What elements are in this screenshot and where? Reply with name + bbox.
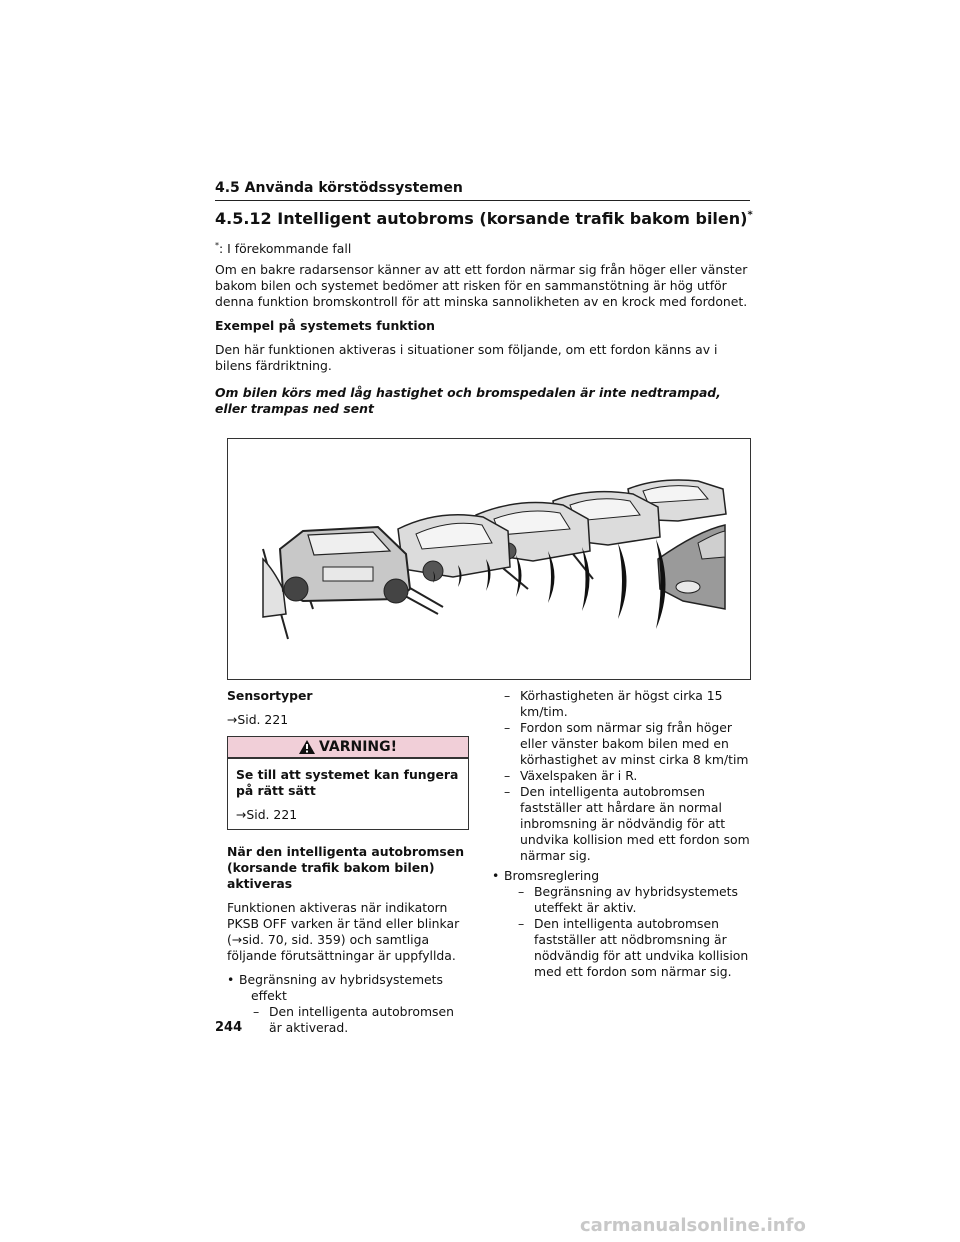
example-text: Den här funktionen aktiveras i situationer som följande, om ett fordon känns av i bilens färdriktning.	[215, 342, 718, 373]
footnote	[215, 238, 750, 257]
sub-list-item: – Den intelligenta autobromsen fastställer att hårdare än normal inbromsning är nödvändig för att undvika kollision med ett fordon som närmar sig.	[504, 784, 750, 864]
intro-paragraph: Om en bakre radarsensor känner av att ett fordon närmar sig från höger eller vänster bakom bilen och systemet bedömer att risken för en sammanstötning är hög utför denna funktion bromskontroll för att minska sannolikheten av en krock med fordonet.	[215, 262, 748, 309]
right-column	[492, 688, 750, 980]
condition-list-right	[492, 868, 750, 980]
warning-header	[228, 737, 468, 759]
warning-icon	[299, 740, 315, 754]
page-title	[215, 209, 755, 228]
footnote-asterisk: *	[215, 241, 219, 250]
sub-list	[253, 1004, 470, 1036]
page-number: 244	[215, 1020, 243, 1035]
section-header: 4.5 Använda körstödssystemen	[215, 180, 750, 201]
sub-list-item: – Begränsning av hybridsystemets uteffekt är aktiv.	[518, 884, 750, 916]
parking-scene-svg	[228, 439, 750, 679]
activation-text: Funktionen aktiveras när indikatorn PKSB OFF varken är tänd eller blinkar (→sid. 70, sid. 359) och samtliga följande förutsättningar är uppfyllda.	[227, 900, 460, 963]
list-item	[227, 972, 470, 1036]
approaching-car	[658, 525, 725, 609]
title-asterisk: *	[747, 209, 753, 221]
sensor-heading: Sensortyper	[227, 688, 313, 703]
watermark: carmanualsonline.info	[580, 1215, 806, 1236]
warning-label: VARNING!	[318, 739, 398, 755]
parked-car-2	[398, 515, 510, 581]
own-suv	[280, 527, 410, 603]
sub-list-item: – Den intelligenta autobromsen fastställer att nödbromsning är nödvändig för att undvika kollision med ett fordon som närmar sig.	[518, 916, 750, 980]
bullet-text: • Bromsreglering	[504, 868, 600, 883]
warning-body	[228, 759, 468, 829]
title-text: 4.5.12 Intelligent autobroms (korsande trafik bakom bilen)	[215, 209, 748, 228]
left-column	[227, 688, 470, 1036]
sub-list-item: – Växelspaken är i R.	[504, 768, 750, 784]
warning-ref-link[interactable]: →Sid. 221	[236, 807, 298, 822]
sub-list-item: – Den intelligenta autobromsen är aktiverad.	[253, 1004, 470, 1036]
situation-heading: Om bilen körs med låg hastighet och bromspedalen är inte nedtrampad, eller trampas ned sent	[215, 385, 721, 416]
sub-list-item: – Fordon som närmar sig från höger eller vänster bakom bilen med en körhastighet av minst cirka 8 km/tim	[504, 720, 750, 768]
sensor-ref-link[interactable]: →Sid. 221	[227, 712, 289, 727]
footnote-text: : I förekommande fall	[219, 241, 352, 257]
sub-list-continued	[504, 688, 750, 864]
list-item	[492, 868, 750, 980]
condition-list-left	[227, 972, 470, 1036]
sub-list-item: – Körhastigheten är högst cirka 15 km/tim.	[504, 688, 750, 720]
bullet-text: • Begränsning av hybridsystemets effekt	[239, 972, 443, 1003]
warning-box	[227, 736, 469, 830]
activation-heading: När den intelligenta autobromsen (korsande trafik bakom bilen) aktiveras	[227, 844, 465, 891]
warning-heading: Se till att systemet kan fungera på rätt sätt	[236, 767, 459, 798]
example-heading: Exempel på systemets funktion	[215, 318, 436, 333]
parking-illustration	[227, 438, 751, 680]
sub-list	[518, 884, 750, 980]
